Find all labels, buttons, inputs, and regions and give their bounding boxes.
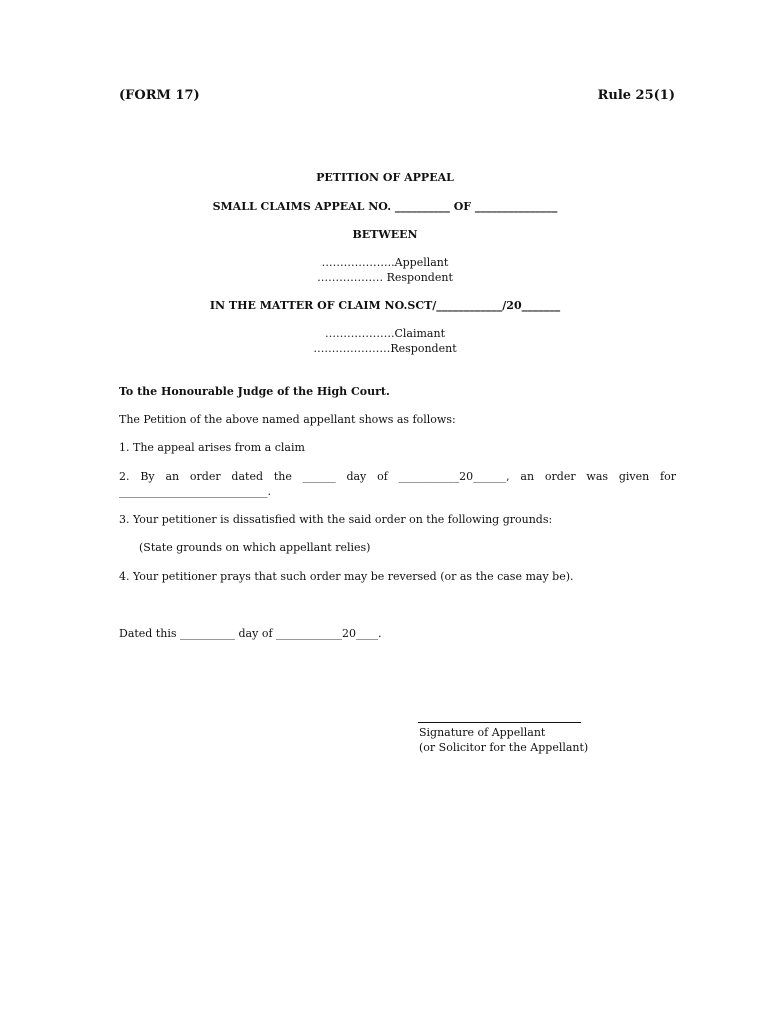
petition-intro: The Petition of the above named appellant shows as follows: — [119, 413, 456, 426]
item-2-word: ___________20______, — [398, 470, 510, 483]
claim-matter-prefix: IN THE MATTER OF CLAIM NO.SCT/ — [209, 299, 437, 312]
signature-sublabel: (or Solicitor for the Appellant) — [419, 741, 589, 754]
dated-line: Dated this __________ day of ____________20____. — [119, 627, 382, 640]
item-2-word: ______ — [302, 470, 336, 483]
item-2 — [119, 470, 676, 483]
item-2-word: an — [165, 470, 180, 483]
appeal-number-line — [0, 200, 770, 213]
signature-label: Signature of Appellant — [419, 726, 546, 739]
between-heading: BETWEEN — [352, 228, 418, 241]
addressee-line: To the Honourable Judge of the High Court. — [119, 385, 390, 398]
item-2-continuation: ___________________________. — [119, 485, 271, 498]
appeal-number-prefix: SMALL CLAIMS APPEAL NO. — [212, 200, 395, 213]
claim-number-blank: ____________ — [436, 299, 503, 312]
item-2-word: order — [189, 470, 221, 483]
claim-respondent-line: …………………Respondent — [313, 342, 457, 355]
claimant-line: ……………….Claimant — [324, 327, 445, 340]
item-2-word: 2. — [119, 470, 130, 483]
item-2-word: the — [273, 470, 292, 483]
item-2-word: By — [140, 470, 155, 483]
claim-matter-year: /20 — [502, 299, 522, 312]
rule-label: Rule 25(1) — [597, 88, 675, 103]
item-2-word: dated — [231, 470, 263, 483]
item-3-note: (State grounds on which appellant relies) — [139, 541, 371, 554]
signature-line — [418, 722, 581, 723]
item-2-word: of — [377, 470, 388, 483]
form-label: (FORM 17) — [119, 88, 200, 103]
item-2-word: an — [520, 470, 535, 483]
item-1: 1. The appeal arises from a claim — [119, 441, 305, 454]
item-2-word: given — [618, 470, 650, 483]
item-2-word: day — [346, 470, 367, 483]
item-2-word: for — [660, 470, 676, 483]
claim-year-blank: _______ — [521, 299, 561, 312]
respondent-line: ……………… Respondent — [317, 271, 453, 284]
claim-matter-line — [0, 299, 770, 312]
appellant-line: ………………..Appellant — [321, 256, 449, 269]
appeal-year-blank: _______________ — [474, 200, 558, 213]
item-4: 4. Your petitioner prays that such order may be reversed (or as the case may be). — [119, 570, 574, 583]
item-3: 3. Your petitioner is dissatisfied with the said order on the following grounds: — [119, 513, 553, 526]
item-2-word: was — [586, 470, 609, 483]
appeal-number-of: OF — [449, 200, 475, 213]
document-title: PETITION OF APPEAL — [316, 171, 454, 184]
appeal-number-blank: __________ — [394, 200, 450, 213]
item-2-word: order — [544, 470, 576, 483]
